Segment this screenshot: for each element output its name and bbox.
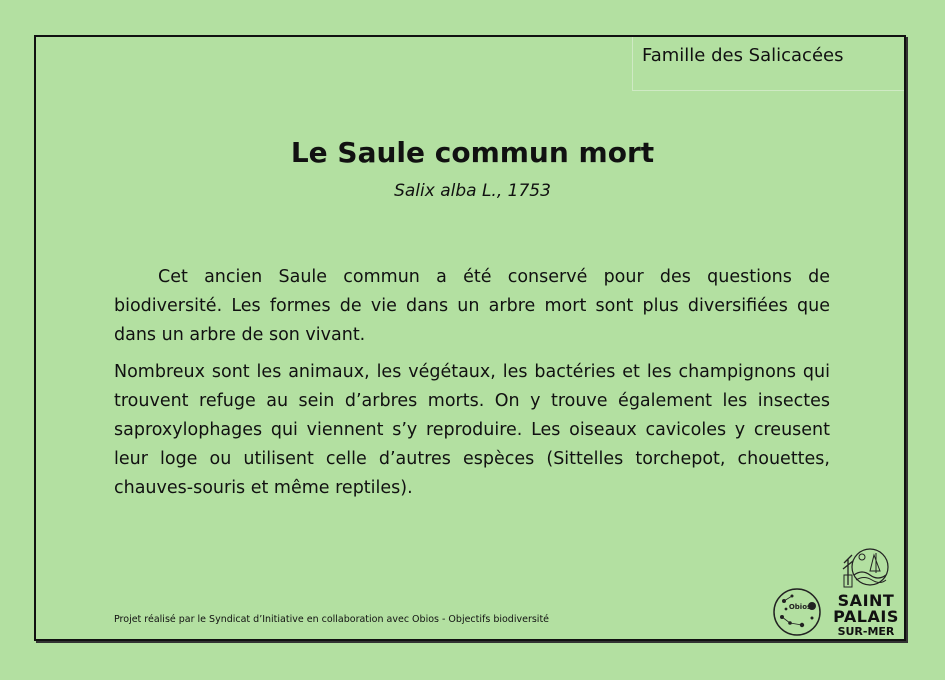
page-title: Le Saule commun mort [290, 136, 655, 169]
description-text [114, 263, 830, 511]
saint-palais-line3: SUR-MER [837, 625, 895, 638]
family-label: Famille des Salicacées [642, 45, 844, 66]
saint-palais-line2: PALAIS [833, 607, 899, 626]
coastal-illustration-icon [840, 545, 892, 591]
paragraph-2: Nombreux sont les animaux, les végétaux, les bactéries et les champignons qui trouvent refuge au sein d’arbres morts. On y trouve également les insectes saproxylophages qui viennent s’y reproduire. Les oiseaux cavicoles y creusent leur loge ou utilisent celle d’autres espèces (Sittelles torchepot, chouettes, chauves-souris et même reptiles). [114, 362, 830, 498]
saint-palais-logo [830, 545, 902, 640]
saint-palais-line1: SAINT [837, 591, 895, 610]
obios-logo-text: Obios [788, 603, 812, 611]
credit-line: Projet réalisé par le Syndicat d’Initiative en collaboration avec Obios - Objectifs biodiversité [114, 614, 550, 625]
scientific-name: Salix alba L., 1753 [394, 181, 551, 201]
paragraph-1: Cet ancien Saule commun a été conservé pour des questions de biodiversité. Les formes de vie dans un arbre mort sont plus diversifiées que dans un arbre de son vivant. [114, 267, 830, 345]
obios-logo-icon [772, 587, 822, 637]
